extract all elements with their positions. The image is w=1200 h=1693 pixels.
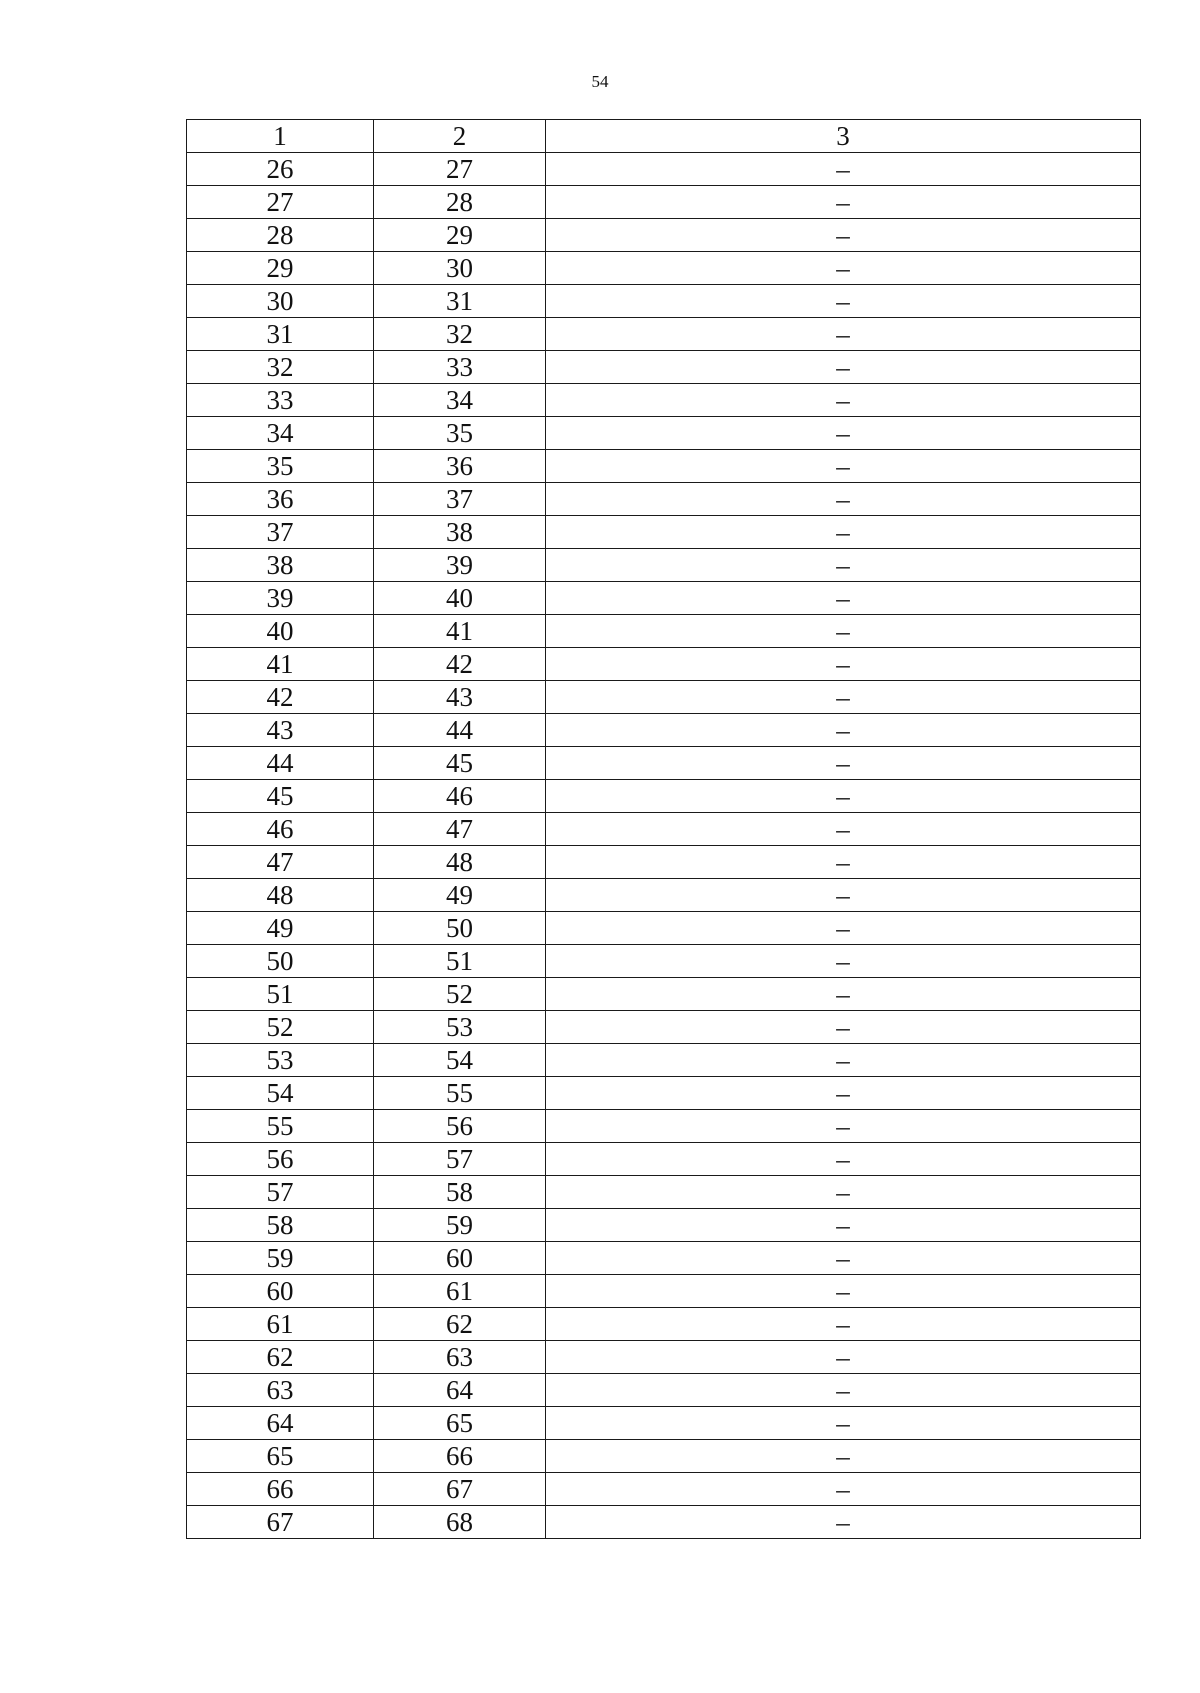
table-cell-col-3: – [546,747,1141,780]
header-cell-col-3: 3 [546,120,1141,153]
table-cell-col-2: 29 [374,219,546,252]
table-cell-col-2: 39 [374,549,546,582]
table-cell-col-3: – [546,846,1141,879]
table-cell-col-3: – [546,1242,1141,1275]
table-cell-col-3: – [546,648,1141,681]
table-cell-col-2: 56 [374,1110,546,1143]
table-cell-col-1: 57 [187,1176,374,1209]
table-cell-col-1: 46 [187,813,374,846]
table-cell-col-2: 35 [374,417,546,450]
table-cell-col-1: 49 [187,912,374,945]
table-cell-col-3: – [546,1374,1141,1407]
table-cell-col-2: 60 [374,1242,546,1275]
header-cell-col-1: 1 [187,120,374,153]
table-cell-col-3: – [546,285,1141,318]
table-cell-col-3: – [546,483,1141,516]
table-cell-col-2: 36 [374,450,546,483]
table-row [187,1473,1141,1506]
table-cell-col-2: 53 [374,1011,546,1044]
table-cell-col-1: 27 [187,186,374,219]
table-cell-col-2: 54 [374,1044,546,1077]
table-row [187,285,1141,318]
table-row [187,351,1141,384]
table-cell-col-3: – [546,1341,1141,1374]
table-row [187,450,1141,483]
table-cell-col-3: – [546,1407,1141,1440]
table-cell-col-3: – [546,549,1141,582]
table-cell-col-2: 65 [374,1407,546,1440]
table-cell-col-1: 34 [187,417,374,450]
table-cell-col-2: 34 [374,384,546,417]
table-cell-col-3: – [546,912,1141,945]
table-cell-col-1: 35 [187,450,374,483]
table-cell-col-2: 32 [374,318,546,351]
table-cell-col-2: 52 [374,978,546,1011]
table-cell-col-1: 40 [187,615,374,648]
table-row [187,945,1141,978]
table-cell-col-3: – [546,186,1141,219]
table-cell-col-2: 62 [374,1308,546,1341]
table-cell-col-2: 30 [374,252,546,285]
table-cell-col-3: – [546,1143,1141,1176]
table-cell-col-2: 47 [374,813,546,846]
table-cell-col-1: 53 [187,1044,374,1077]
table-cell-col-3: – [546,780,1141,813]
data-table [186,119,1141,1539]
table-cell-col-2: 43 [374,681,546,714]
table-row [187,384,1141,417]
table-cell-col-2: 31 [374,285,546,318]
table-cell-col-2: 46 [374,780,546,813]
table-cell-col-3: – [546,1011,1141,1044]
table-row [187,1044,1141,1077]
table-row [187,417,1141,450]
table-cell-col-1: 33 [187,384,374,417]
table-cell-col-2: 38 [374,516,546,549]
table-cell-col-1: 65 [187,1440,374,1473]
table-row [187,549,1141,582]
table-row [187,1176,1141,1209]
table-row [187,318,1141,351]
table-cell-col-3: – [546,516,1141,549]
table-cell-col-3: – [546,219,1141,252]
table-cell-col-2: 55 [374,1077,546,1110]
header-cell-col-2: 2 [374,120,546,153]
table-cell-col-3: – [546,879,1141,912]
table-cell-col-2: 63 [374,1341,546,1374]
table-cell-col-1: 56 [187,1143,374,1176]
table-row [187,1506,1141,1539]
table-cell-col-1: 66 [187,1473,374,1506]
table-row [187,1011,1141,1044]
table-cell-col-2: 44 [374,714,546,747]
table-cell-col-1: 43 [187,714,374,747]
table-cell-col-1: 62 [187,1341,374,1374]
table-cell-col-2: 48 [374,846,546,879]
table-cell-col-2: 50 [374,912,546,945]
table-row [187,846,1141,879]
table-cell-col-3: – [546,714,1141,747]
table-cell-col-2: 64 [374,1374,546,1407]
table-cell-col-1: 44 [187,747,374,780]
table-header-row [187,120,1141,153]
table-cell-col-3: – [546,1044,1141,1077]
table-cell-col-1: 63 [187,1374,374,1407]
table-cell-col-1: 54 [187,1077,374,1110]
table-cell-col-2: 45 [374,747,546,780]
table-cell-col-2: 61 [374,1275,546,1308]
table-cell-col-3: – [546,1209,1141,1242]
table-cell-col-3: – [546,417,1141,450]
table-cell-col-1: 48 [187,879,374,912]
table-row [187,1143,1141,1176]
table-cell-col-3: – [546,615,1141,648]
table-row [187,1407,1141,1440]
table-cell-col-1: 37 [187,516,374,549]
table-cell-col-1: 55 [187,1110,374,1143]
table-cell-col-2: 33 [374,351,546,384]
table-cell-col-1: 32 [187,351,374,384]
table-cell-col-1: 39 [187,582,374,615]
table-cell-col-3: – [546,1176,1141,1209]
table-cell-col-3: – [546,450,1141,483]
table-row [187,219,1141,252]
table-cell-col-3: – [546,1473,1141,1506]
table-cell-col-3: – [546,681,1141,714]
table-cell-col-1: 28 [187,219,374,252]
table-cell-col-1: 52 [187,1011,374,1044]
table-row [187,582,1141,615]
table-row [187,483,1141,516]
table-row [187,1242,1141,1275]
table-cell-col-2: 49 [374,879,546,912]
table-row [187,1077,1141,1110]
table-row [187,1308,1141,1341]
table-cell-col-1: 36 [187,483,374,516]
table-row [187,747,1141,780]
table-cell-col-1: 45 [187,780,374,813]
table-cell-col-1: 47 [187,846,374,879]
table-row [187,1209,1141,1242]
table-row [187,1374,1141,1407]
table-row [187,1110,1141,1143]
table-row [187,1275,1141,1308]
table-cell-col-2: 27 [374,153,546,186]
table-cell-col-2: 51 [374,945,546,978]
table-cell-col-3: – [546,1077,1141,1110]
table-row [187,252,1141,285]
table-cell-col-2: 68 [374,1506,546,1539]
table-cell-col-3: – [546,351,1141,384]
table-row [187,186,1141,219]
table-row [187,1341,1141,1374]
table-cell-col-1: 38 [187,549,374,582]
table-row [187,153,1141,186]
table-cell-col-3: – [546,813,1141,846]
table-row [187,714,1141,747]
table-cell-col-1: 58 [187,1209,374,1242]
table-cell-col-1: 64 [187,1407,374,1440]
table-cell-col-2: 28 [374,186,546,219]
page-number: 54 [591,72,609,91]
table-cell-col-1: 61 [187,1308,374,1341]
table-cell-col-3: – [546,1110,1141,1143]
table-cell-col-3: – [546,945,1141,978]
table-row [187,516,1141,549]
table-cell-col-1: 59 [187,1242,374,1275]
table-row [187,813,1141,846]
table-cell-col-2: 40 [374,582,546,615]
table-row [187,978,1141,1011]
table-cell-col-1: 26 [187,153,374,186]
table-cell-col-3: – [546,978,1141,1011]
table-cell-col-2: 66 [374,1440,546,1473]
table-row [187,780,1141,813]
table-body [187,120,1141,1539]
table-cell-col-2: 57 [374,1143,546,1176]
table-cell-col-1: 51 [187,978,374,1011]
table-cell-col-2: 42 [374,648,546,681]
table-cell-col-1: 31 [187,318,374,351]
table-cell-col-3: – [546,252,1141,285]
table-cell-col-2: 37 [374,483,546,516]
table-cell-col-3: – [546,318,1141,351]
table-row [187,681,1141,714]
table-cell-col-3: – [546,384,1141,417]
table-cell-col-1: 30 [187,285,374,318]
table-cell-col-1: 42 [187,681,374,714]
table-row [187,648,1141,681]
table-cell-col-2: 59 [374,1209,546,1242]
table-row [187,1440,1141,1473]
table-cell-col-3: – [546,582,1141,615]
table-cell-col-1: 67 [187,1506,374,1539]
table-cell-col-3: – [546,153,1141,186]
table-cell-col-1: 29 [187,252,374,285]
table-cell-col-2: 67 [374,1473,546,1506]
table-cell-col-2: 41 [374,615,546,648]
table-cell-col-1: 50 [187,945,374,978]
table-cell-col-3: – [546,1308,1141,1341]
table-row [187,879,1141,912]
table-cell-col-3: – [546,1275,1141,1308]
table-row [187,615,1141,648]
table-cell-col-3: – [546,1506,1141,1539]
table-cell-col-1: 60 [187,1275,374,1308]
table-cell-col-1: 41 [187,648,374,681]
table-row [187,912,1141,945]
table-cell-col-3: – [546,1440,1141,1473]
table-cell-col-2: 58 [374,1176,546,1209]
